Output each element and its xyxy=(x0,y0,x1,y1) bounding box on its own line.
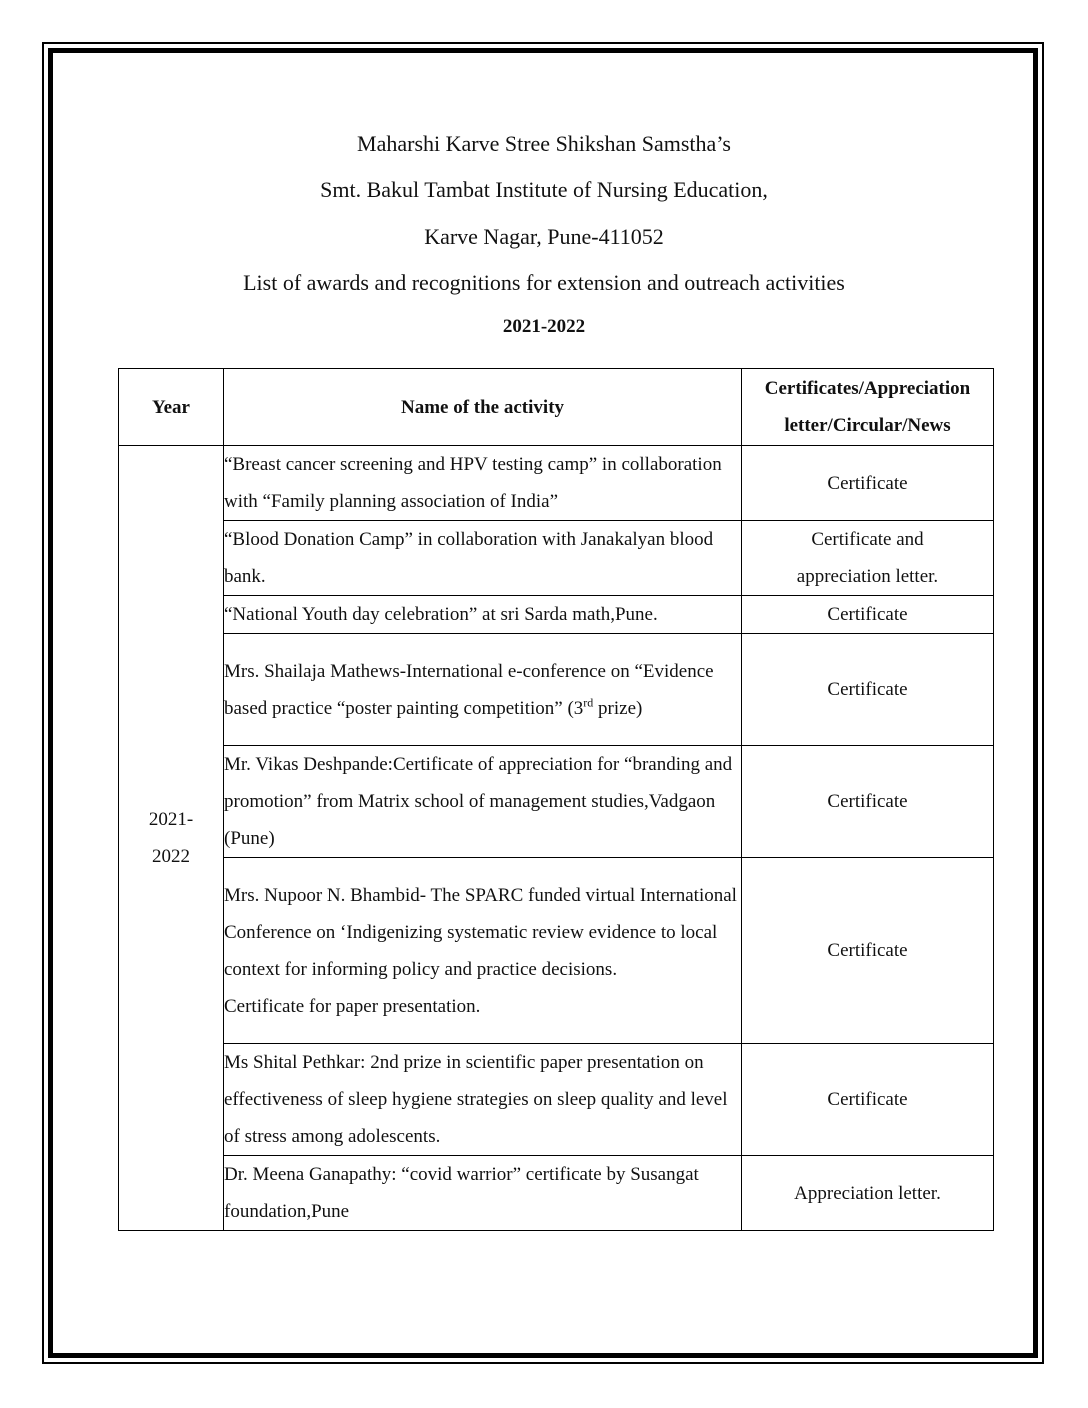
activity-cell: Mr. Vikas Deshpande:Certificate of appreciation for “branding and promotion” from Matrix school of management studies,Vadgaon (Pune) xyxy=(224,746,742,858)
activity-text: Mrs. Nupoor N. Bhambid- The SPARC funded virtual International Conference on ‘Indigenizing systematic review evidence to local context for informing policy and practice decisions. xyxy=(224,884,737,980)
certificate-cell: Appreciation letter. xyxy=(742,1156,994,1231)
activity-cell: “Blood Donation Camp” in collaboration with Janakalyan blood bank. xyxy=(224,521,742,596)
header-list-title: List of awards and recognitions for extension and outreach activities xyxy=(243,270,845,295)
year-cell: 2021- 2022 xyxy=(119,446,224,1231)
header-institute: Smt. Bakul Tambat Institute of Nursing Education, xyxy=(320,177,768,202)
activity-cell: Ms Shital Pethkar: 2nd prize in scientific paper presentation on effectiveness of sleep hygiene strategies on sleep quality and level of stress among adolescents. xyxy=(224,1044,742,1156)
header-samstha: Maharshi Karve Stree Shikshan Samstha’s xyxy=(357,131,731,156)
activity-text: Mrs. Shailaja Mathews-International e-conference on “Evidence based practice “poster painting competition” (3 xyxy=(224,660,714,719)
certificate-cell: Certificate and appreciation letter. xyxy=(742,521,994,596)
table-row xyxy=(119,596,994,634)
column-header-certificates: Certificates/Appreciation letter/Circular/News xyxy=(742,369,994,446)
column-header-activity: Name of the activity xyxy=(224,369,742,446)
table-row xyxy=(119,858,994,1044)
activity-cell xyxy=(224,634,742,746)
certificate-cell: Certificate xyxy=(742,596,994,634)
table-row xyxy=(119,446,994,521)
activity-text-extra: Certificate for paper presentation. xyxy=(224,995,481,1017)
certificate-cell: Certificate xyxy=(742,446,994,521)
activity-cell: “Breast cancer screening and HPV testing camp” in collaboration with “Family planning association of India” xyxy=(224,446,742,521)
certificate-cell: Certificate xyxy=(742,858,994,1044)
table-row xyxy=(119,634,994,746)
awards-table xyxy=(118,368,994,1231)
header-address: Karve Nagar, Pune-411052 xyxy=(424,224,664,249)
activity-cell xyxy=(224,858,742,1044)
table-row xyxy=(119,1156,994,1231)
activity-cell: “National Youth day celebration” at sri Sarda math,Pune. xyxy=(224,596,742,634)
table-row xyxy=(119,746,994,858)
column-header-year: Year xyxy=(119,369,224,446)
certificate-cell: Certificate xyxy=(742,634,994,746)
header-year: 2021-2022 xyxy=(502,316,586,337)
table-row xyxy=(119,521,994,596)
certificate-cell: Certificate xyxy=(742,746,994,858)
table-row xyxy=(119,1044,994,1156)
certificate-cell: Certificate xyxy=(742,1044,994,1156)
table-header-row xyxy=(119,369,994,446)
activity-text-tail: prize) xyxy=(593,697,643,719)
ordinal-suffix: rd xyxy=(583,695,594,710)
activity-cell: Dr. Meena Ganapathy: “covid warrior” certificate by Susangat foundation,Pune xyxy=(224,1156,742,1231)
